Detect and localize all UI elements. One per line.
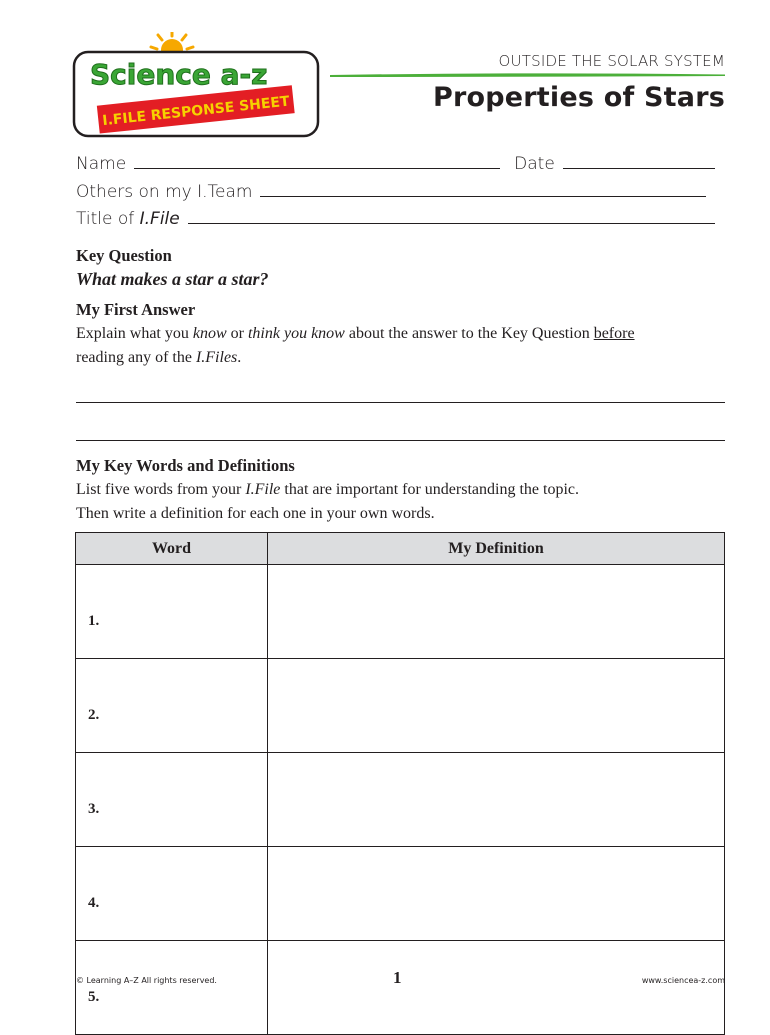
date-field[interactable] xyxy=(563,152,715,169)
answer-line[interactable] xyxy=(76,402,725,403)
answer-line[interactable] xyxy=(76,440,725,441)
definition-cell[interactable] xyxy=(268,659,725,753)
word-cell[interactable]: 3. xyxy=(76,753,268,847)
ifile-title-label: Title of I.File xyxy=(76,209,180,229)
team-label: Others on my I.Team xyxy=(76,182,253,202)
name-date-row xyxy=(76,152,715,174)
key-question-text: What makes a star a star? xyxy=(76,269,269,289)
ifile-title-field[interactable] xyxy=(188,207,715,224)
table-row xyxy=(76,565,725,659)
key-words-heading: My Key Words and Definitions xyxy=(76,456,295,475)
science-a-z-logo xyxy=(70,32,332,144)
word-cell[interactable]: 5. xyxy=(76,941,268,1035)
logo-wordmark: Science a-z xyxy=(90,58,268,91)
table-row xyxy=(76,847,725,941)
website-url: www.sciencea-z.com xyxy=(641,976,725,985)
team-field[interactable] xyxy=(260,180,706,197)
header-rule xyxy=(330,72,725,78)
word-cell[interactable]: 4. xyxy=(76,847,268,941)
name-label: Name xyxy=(76,154,127,174)
name-field[interactable] xyxy=(134,152,500,169)
key-question-heading: Key Question xyxy=(76,246,172,265)
first-answer-heading: My First Answer xyxy=(76,300,196,319)
definition-cell[interactable] xyxy=(268,753,725,847)
word-cell[interactable]: 1. xyxy=(76,565,268,659)
definition-cell[interactable] xyxy=(268,941,725,1035)
logo-subtitle: I.FILE RESPONSE SHEET xyxy=(101,93,291,130)
team-row xyxy=(76,180,706,202)
table-row xyxy=(76,659,725,753)
first-answer-instructions: Explain what you know or think you know about the answer to the Key Question before reading any of the I.Files. xyxy=(76,325,635,366)
copyright-notice: © Learning A–Z All rights reserved. xyxy=(76,976,217,985)
column-header-definition: My Definition xyxy=(268,533,725,565)
date-label: Date xyxy=(514,154,555,174)
key-words-instructions: List five words from your I.File that are important for understanding the topic. Then write a definition for each one in your own words. xyxy=(76,481,579,522)
page-number: 1 xyxy=(393,968,402,987)
column-header-word: Word xyxy=(76,533,268,565)
definitions-table xyxy=(75,532,725,1035)
word-cell[interactable]: 2. xyxy=(76,659,268,753)
table-header-row xyxy=(76,533,725,565)
table-row xyxy=(76,753,725,847)
definition-cell[interactable] xyxy=(268,847,725,941)
series-label: OUTSIDE THE SOLAR SYSTEM xyxy=(498,52,725,70)
definition-cell[interactable] xyxy=(268,565,725,659)
ifile-title-row xyxy=(76,207,715,229)
page-title: Properties of Stars xyxy=(432,82,725,113)
